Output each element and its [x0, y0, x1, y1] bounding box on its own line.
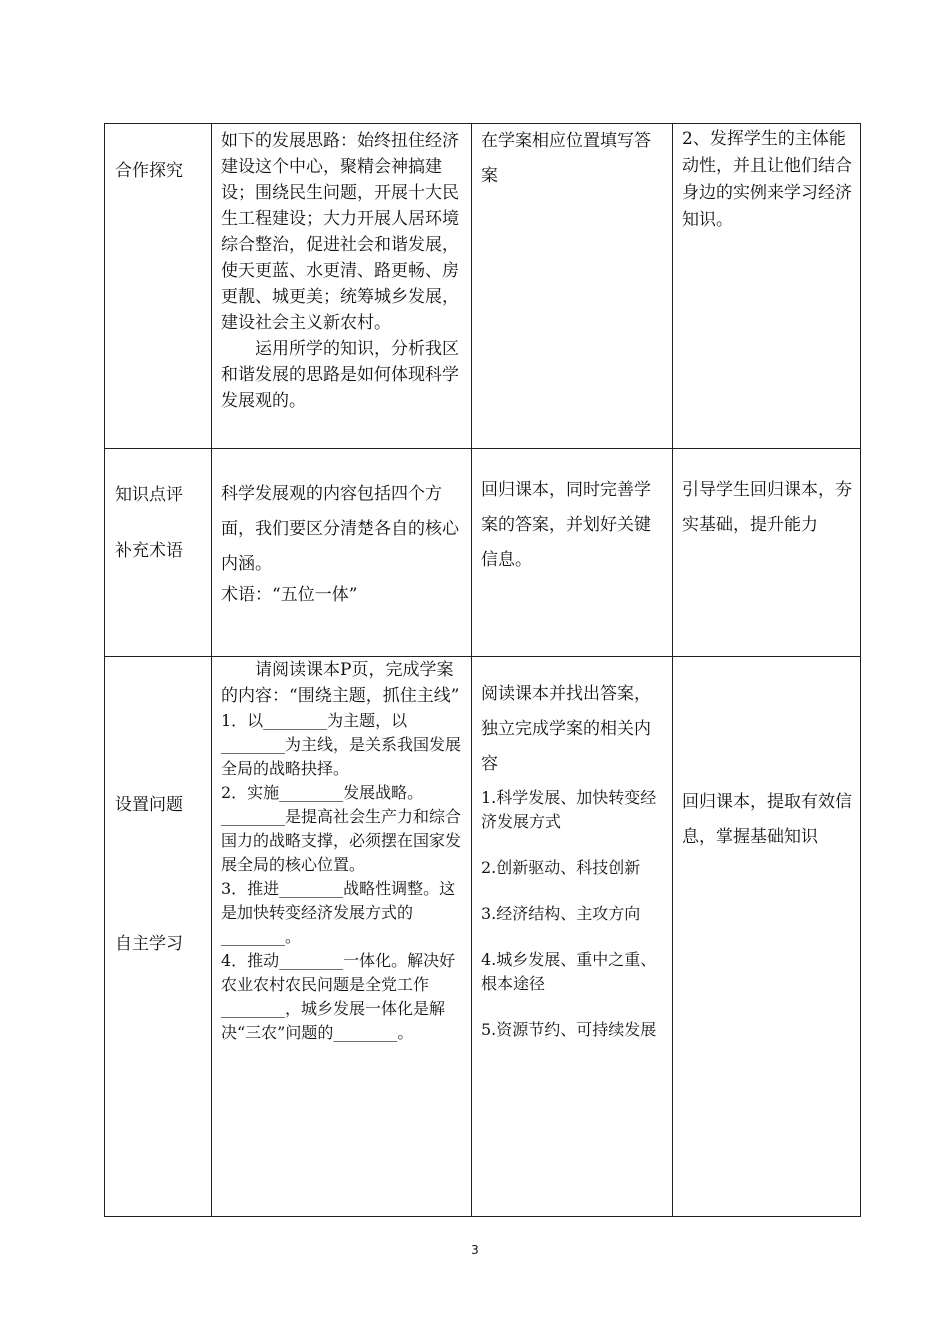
- content-cell: [212, 449, 472, 657]
- content-cell: [212, 657, 472, 1217]
- student-activity-cell: [472, 449, 673, 657]
- answer-item: 3.经济结构、主攻方向: [481, 904, 641, 923]
- design-intent-text: 2、发挥学生的主体能动性，并且让他们结合身边的实例来学习经济知识。: [682, 129, 852, 230]
- question-item: 1．以________为主题，以________为主线，是关系我国发展全局的战略抉择。: [221, 711, 462, 778]
- answer-item: 4.城乡发展、重中之重、根本途径: [481, 950, 657, 993]
- question-item: 3．推进________战略性调整。这是加快转变经济发展方式的________。: [221, 879, 456, 946]
- content-paragraph: 术语：“五位一体”: [221, 585, 358, 605]
- content-paragraph: 科学发展观的内容包括四个方面，我们要区分清楚各自的核心内涵。: [221, 484, 459, 574]
- stage-label: 补充术语: [115, 541, 183, 561]
- student-activity-cell: [472, 124, 673, 449]
- stage-cell: [105, 449, 212, 657]
- content-paragraph: 请阅读课本P页，完成学案的内容：“围绕主题，抓住主线”: [221, 660, 460, 706]
- design-intent-cell: [673, 449, 861, 657]
- table-row: [105, 657, 861, 1217]
- stage-label: 知识点评: [115, 485, 183, 505]
- table-row: [105, 449, 861, 657]
- student-activity-text: 在学案相应位置填写答案: [481, 131, 651, 186]
- student-activity-text: 回归课本，同时完善学案的答案，并划好关键信息。: [481, 480, 651, 570]
- question-item: 4．推动________一体化。解决好农业农村农民问题是全党工作________，城乡发展一体化是解决“三农”问题的________。: [221, 951, 456, 1042]
- page-number: 3: [471, 1243, 479, 1257]
- content-cell: [212, 124, 472, 449]
- design-intent-text: 引导学生回归课本，夯实基础，提升能力: [682, 480, 852, 535]
- stage-label: 自主学习: [115, 934, 183, 954]
- lesson-plan-table: [104, 123, 861, 1217]
- answer-item: 5.资源节约、可持续发展: [481, 1020, 657, 1039]
- stage-cell: [105, 124, 212, 449]
- design-intent-cell: [673, 124, 861, 449]
- question-item: 2．实施________发展战略。________是提高社会生产力和综合国力的战略支撑，必须摆在国家发展全局的核心位置。: [221, 783, 462, 874]
- design-intent-text: 回归课本，提取有效信息，掌握基础知识: [682, 792, 852, 847]
- student-activity-text: 阅读课本并找出答案，独立完成学案的相关内容: [481, 684, 651, 774]
- stage-cell: [105, 657, 212, 1217]
- stage-label: 设置问题: [115, 795, 183, 815]
- answer-item: 1.科学发展、加快转变经济发展方式: [481, 788, 657, 831]
- table-row: [105, 124, 861, 449]
- answer-item: 2.创新驱动、科技创新: [481, 858, 641, 877]
- design-intent-cell: [673, 657, 861, 1217]
- content-paragraph: 运用所学的知识，分析我区和谐发展的思路是如何体现科学发展观的。: [221, 339, 459, 411]
- stage-label: 合作探究: [115, 161, 183, 181]
- content-paragraph: 如下的发展思路：始终扭住经济建设这个中心，聚精会神搞建设；围绕民生问题，开展十大民生工程建设；大力开展人居环境综合整治，促进社会和谐发展，使天更蓝、水更清、路更畅、房更靓、城更美；统筹城乡发展，建设社会主义新农村。: [221, 131, 459, 333]
- student-activity-cell: [472, 657, 673, 1217]
